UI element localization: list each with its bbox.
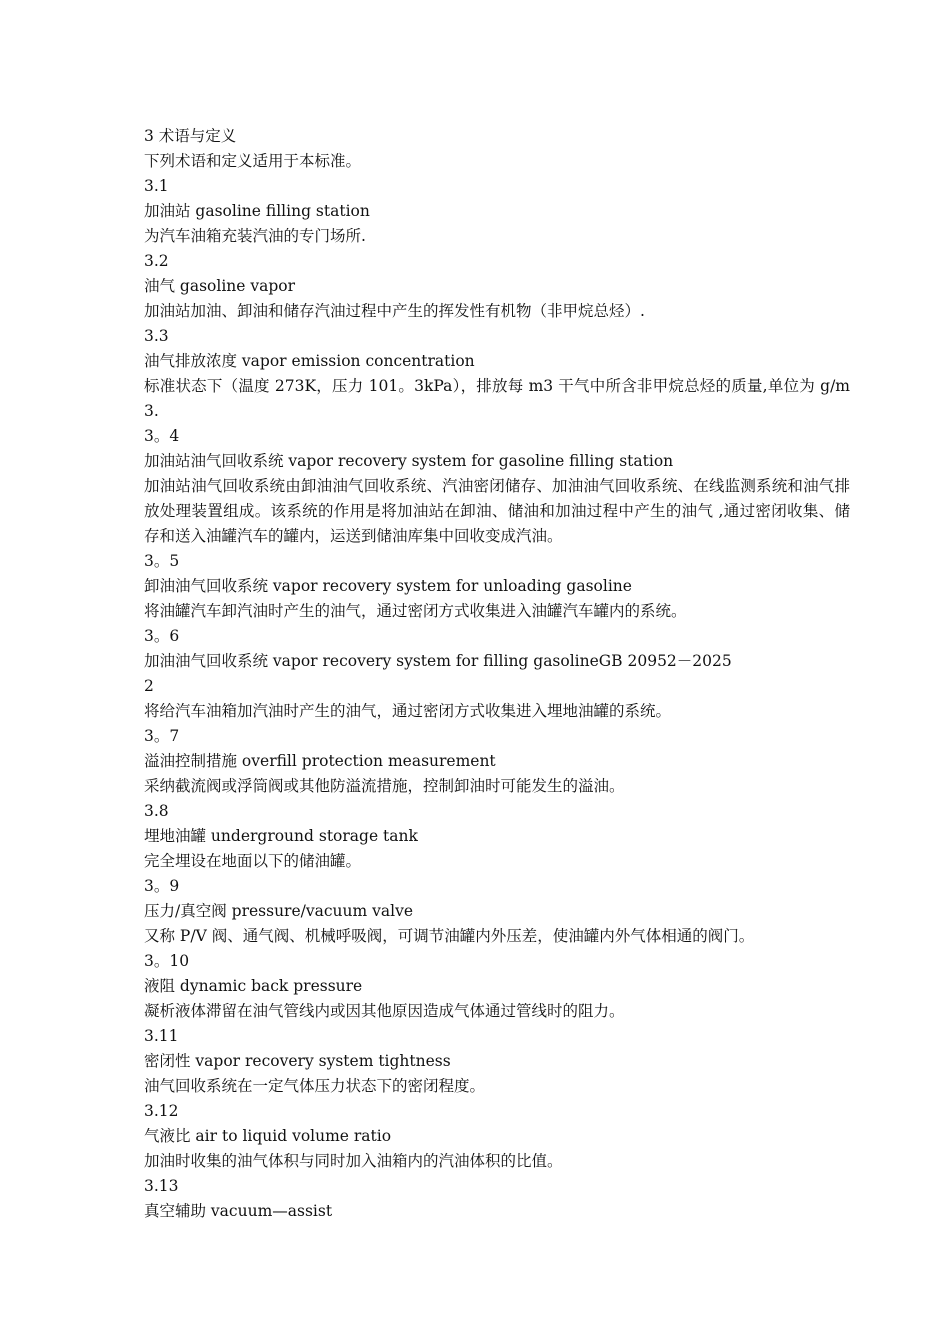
term-title: 真空辅助 vacuum—assist	[144, 1202, 333, 1220]
term-number: 3。9	[144, 877, 180, 895]
term-definition: 完全埋设在地面以下的储油罐。	[144, 852, 362, 870]
term-title: 油气 gasoline vapor	[144, 277, 296, 295]
term-number: 3.2	[144, 252, 169, 270]
term-definition: 凝析液体滞留在油气管线内或因其他原因造成气体通过管线时的阻力。	[144, 1002, 625, 1020]
section-heading: 3 术语与定义	[144, 127, 237, 145]
term-number: 3.3	[144, 327, 169, 345]
term-number: 3。6	[144, 627, 180, 645]
term-number: 3。4	[144, 427, 180, 445]
term-title: 卸油油气回收系统 vapor recovery system for unloading gasoline	[144, 577, 632, 595]
term-definition: 又称 P/V 阀、通气阀、机械呼吸阀，可调节油罐内外压差，使油罐内外气体相通的阀门。	[144, 927, 755, 945]
term-title: 压力/真空阀 pressure/vacuum valve	[144, 902, 414, 920]
term-definition: 将油罐汽车卸汽油时产生的油气，通过密闭方式收集进入油罐汽车罐内的系统。	[144, 602, 687, 620]
term-definition: 加油站油气回收系统由卸油油气回收系统、汽油密闭储存、加油油气回收系统、在线监测系统和油气排放处理装置组成。该系统的作用是将加油站在卸油、储油和加油过程中产生的油气 ,通过密闭收集、储存和送入油罐汽车的罐内，运送到储油库集中回收变成汽油。	[144, 477, 850, 545]
term-definition: 采纳截流阀或浮筒阀或其他防溢流措施，控制卸油时可能发生的溢油。	[144, 777, 625, 795]
term-definition: 加油时收集的油气体积与同时加入油箱内的汽油体积的比值。	[144, 1152, 563, 1170]
term-title: 埋地油罐 underground storage tank	[144, 827, 418, 845]
term-title: 气液比 air to liquid volume ratio	[144, 1127, 392, 1145]
term-title: 油气排放浓度 vapor emission concentration	[144, 352, 475, 370]
term-definition: 加油站加油、卸油和储存汽油过程中产生的挥发性有机物（非甲烷总烃）.	[144, 302, 645, 320]
term-definition: 油气回收系统在一定气体压力状态下的密闭程度。	[144, 1077, 486, 1095]
term-number: 3。5	[144, 552, 180, 570]
term-definition: 为汽车油箱充装汽油的专门场所.	[144, 227, 366, 245]
term-title: 加油站 gasoline filling station	[144, 202, 370, 220]
term-number: 3.11	[144, 1027, 179, 1045]
term-title: 加油站油气回收系统 vapor recovery system for gasoline filling station	[144, 452, 674, 470]
term-number: 3.1	[144, 177, 169, 195]
term-title: 加油油气回收系统 vapor recovery system for filling gasolineGB 20952－2025	[144, 652, 732, 670]
term-number: 3.13	[144, 1177, 179, 1195]
term-title: 液阻 dynamic back pressure	[144, 977, 363, 995]
page-number: 2	[144, 677, 154, 695]
section-intro: 下列术语和定义适用于本标准。	[144, 152, 362, 170]
term-number: 3.12	[144, 1102, 179, 1120]
document-body	[144, 124, 850, 1224]
term-definition: 将给汽车油箱加汽油时产生的油气，通过密闭方式收集进入埋地油罐的系统。	[144, 702, 672, 720]
term-title: 密闭性 vapor recovery system tightness	[144, 1052, 451, 1070]
term-number: 3。10	[144, 952, 190, 970]
term-definition: 标准状态下（温度 273K，压力 101。3kPa），排放每 m3 干气中所含非甲烷总烃的质量,单位为 g/m3.	[144, 377, 850, 420]
term-number: 3.8	[144, 802, 169, 820]
term-title: 溢油控制措施 overfill protection measurement	[144, 752, 496, 770]
term-number: 3。7	[144, 727, 180, 745]
